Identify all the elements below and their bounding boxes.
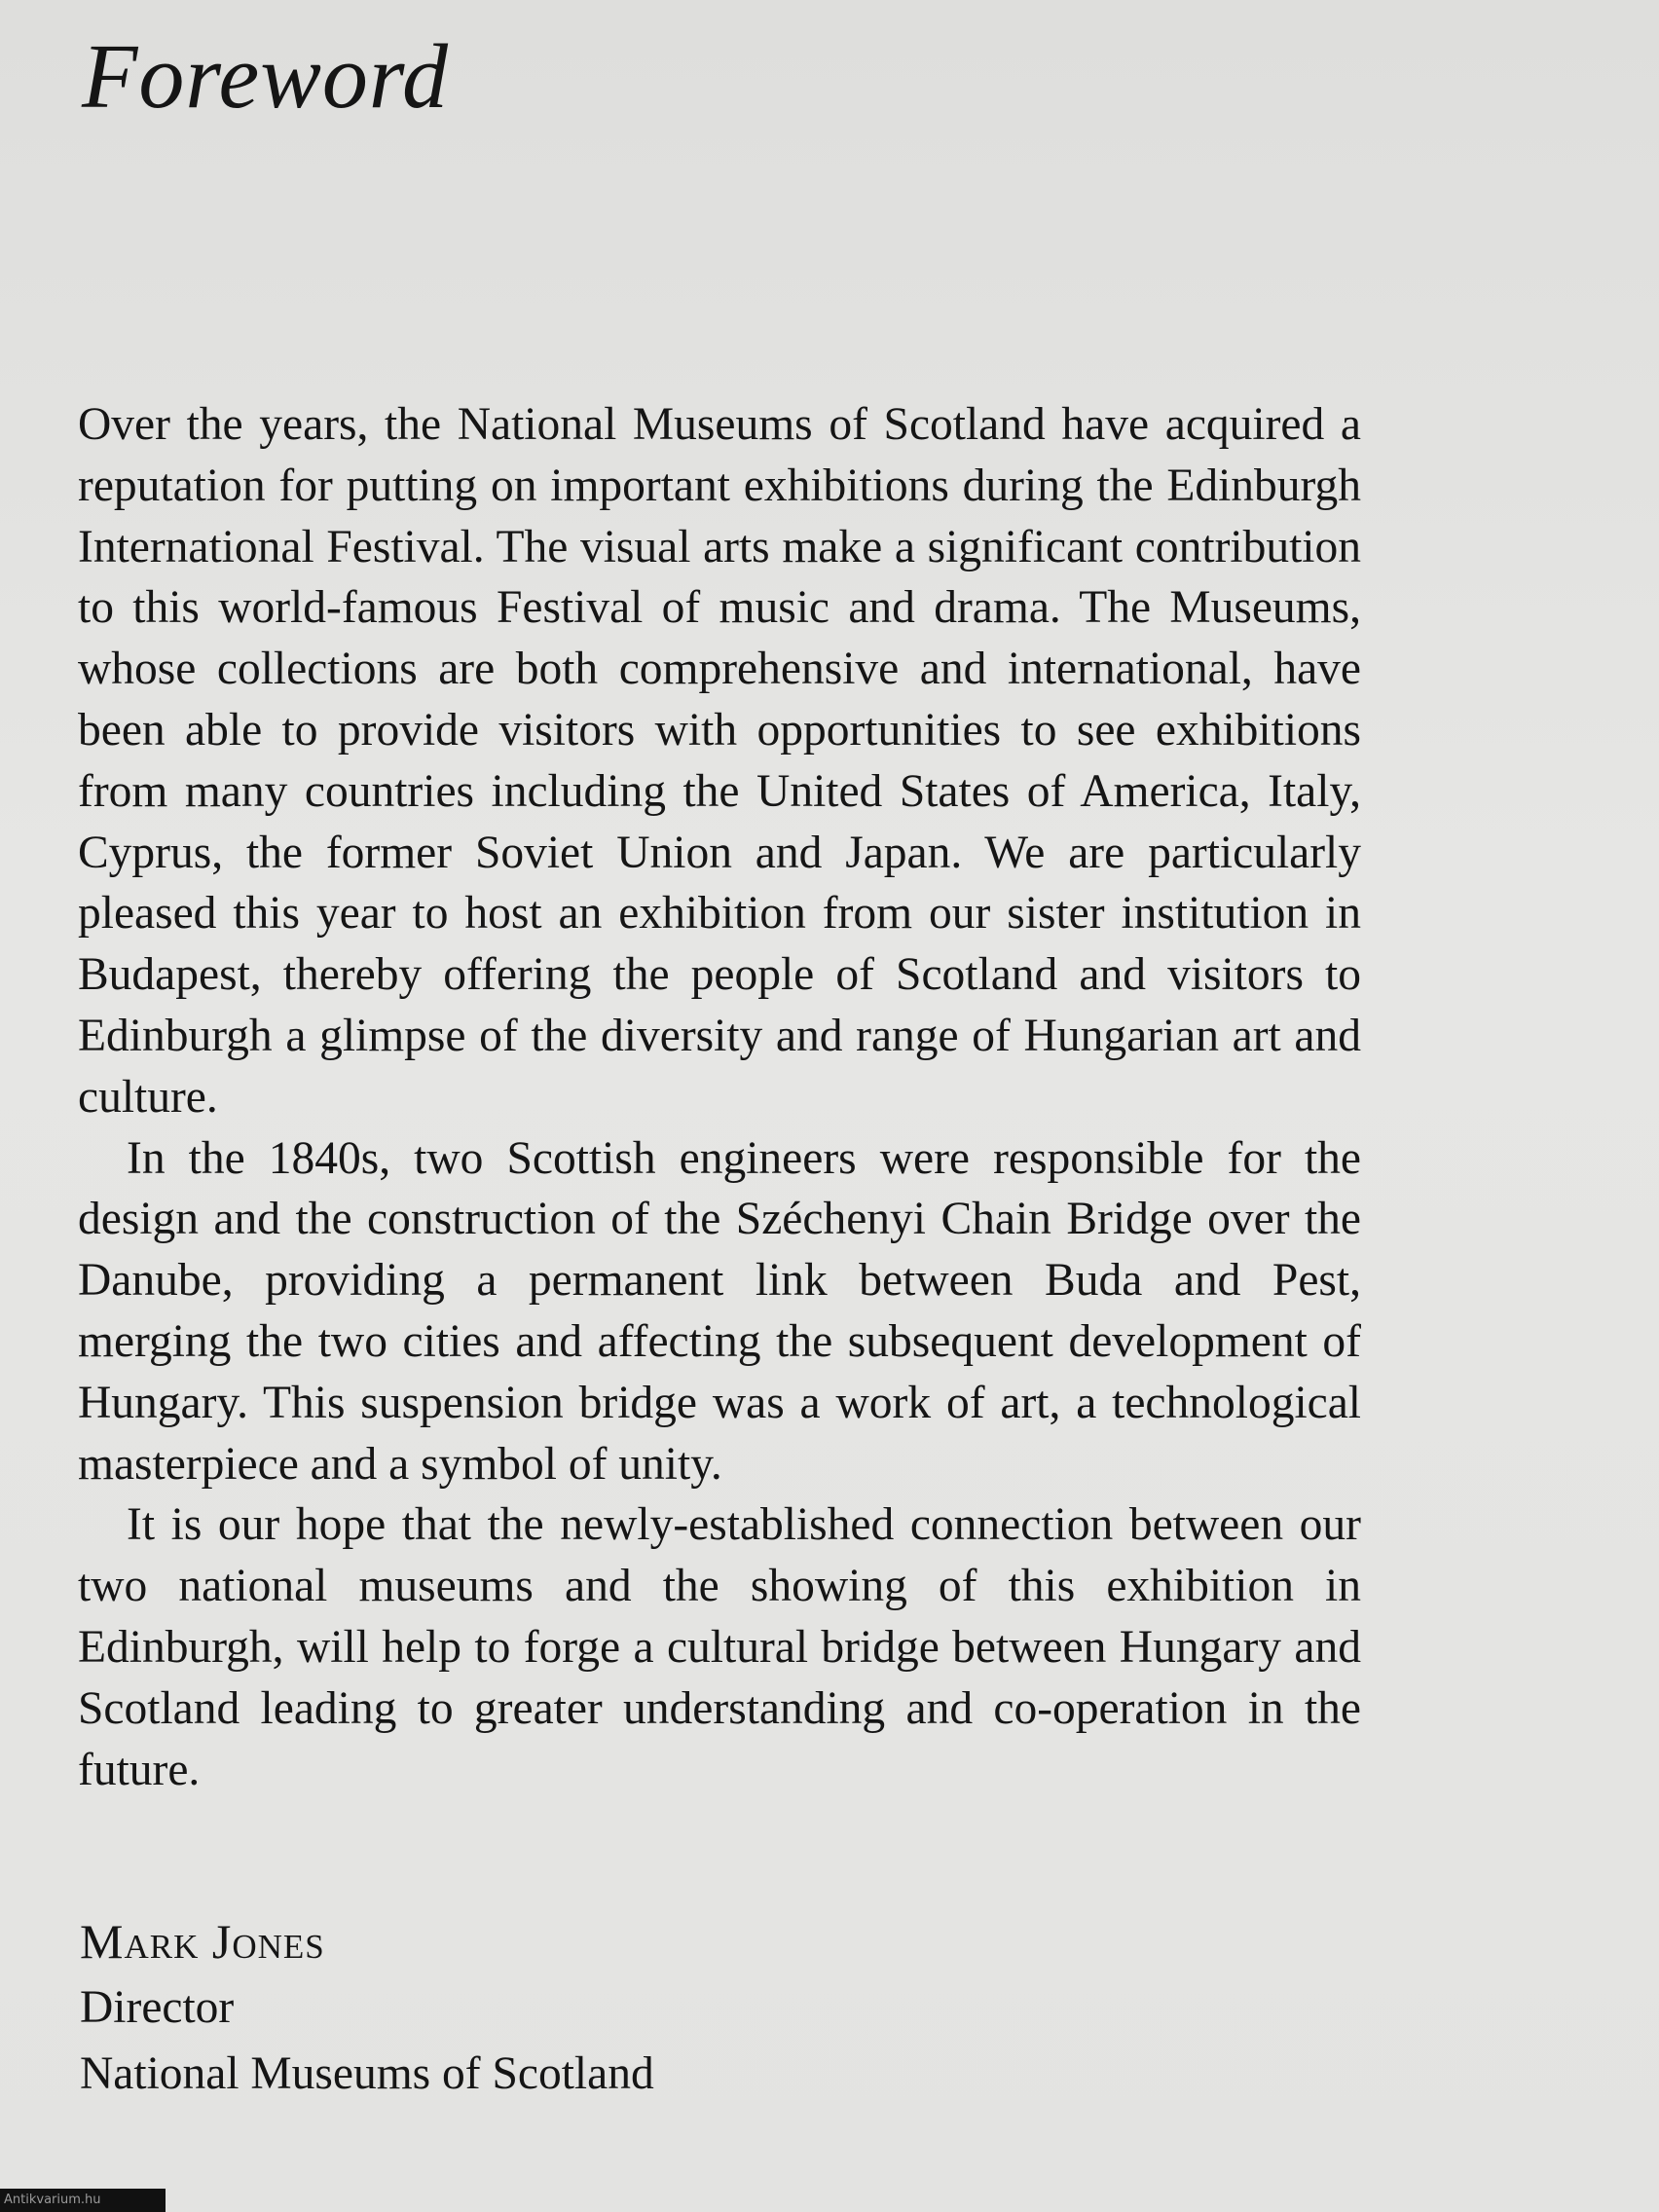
paragraph-3: It is our hope that the newly-established connection between our two national museums and the showing of this exhibition in Edinburgh, will help to forge a cultural bridge between Hungary and Scotland leading to greater understanding and co-operation in the future. bbox=[78, 1499, 1361, 1795]
paragraph-2: In the 1840s, two Scottish engineers were responsible for the design and the construction of the Széchenyi Chain Bridge over the Danube, providing a permanent link between Buda and Pest, merging the two cities and affecting the subsequent development of Hungary. This suspension bridge was a work of art, a technological masterpiece and a symbol of unity. bbox=[78, 1132, 1361, 1490]
signature-organization: National Museums of Scotland bbox=[80, 2048, 654, 2099]
signature-block bbox=[80, 1908, 654, 2107]
paragraph-1: Over the years, the National Museums of Scotland have acquired a reputation for putting on important exhibitions during the Edinburgh International Festival. The visual arts make a significant contribution to this world-famous Festival of music and drama. The Museums, whose collections are both comprehensive and international, have been able to provide visitors with opportunities to see exhibitions from many countries including the United States of America, Italy, Cyprus, the former Soviet Union and Japan. We are particularly pleased this year to host an exhibition from our sister institution in Budapest, thereby offering the people of Scotland and visitors to Edinburgh a glimpse of the diversity and range of Hungarian art and culture. bbox=[78, 399, 1361, 1123]
signature-role: Director bbox=[80, 1982, 235, 2033]
page-title: Foreword bbox=[82, 26, 450, 128]
watermark-label: Antikvarium.hu bbox=[0, 2189, 166, 2212]
foreword-body bbox=[78, 394, 1361, 1800]
signature-name: Mark Jones bbox=[80, 1914, 325, 1969]
